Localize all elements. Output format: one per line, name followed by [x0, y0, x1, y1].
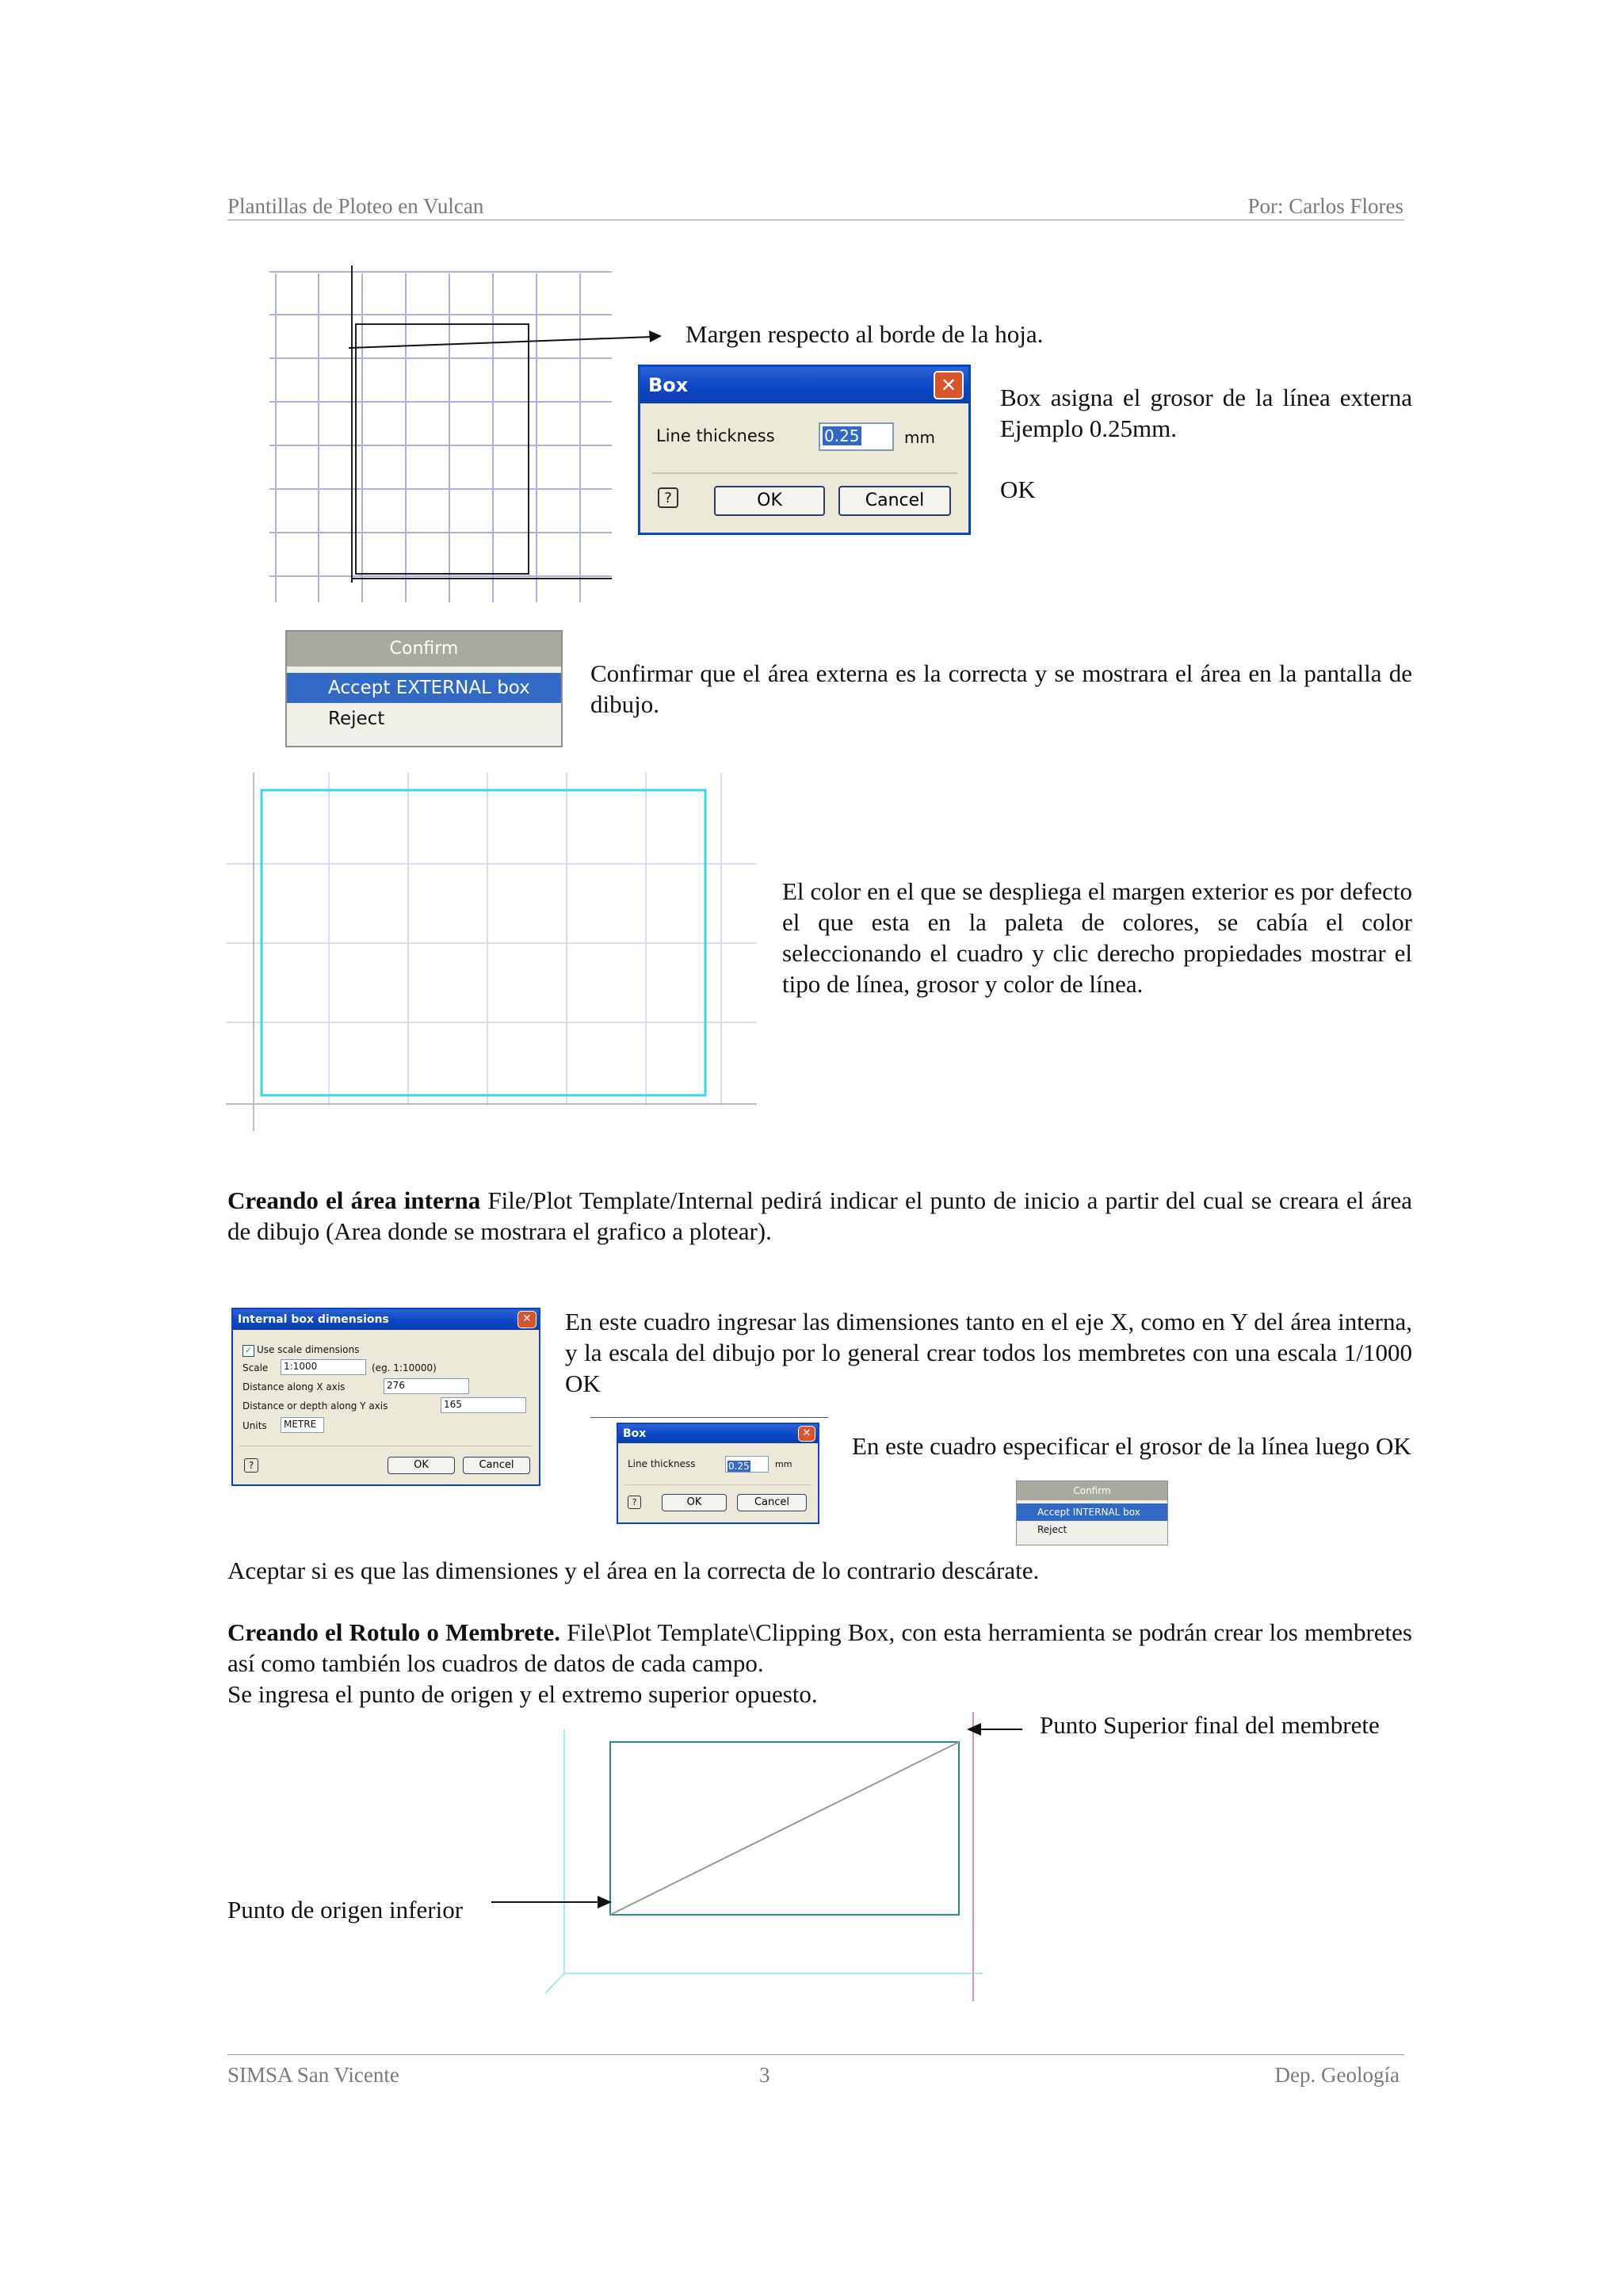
accept-internal-box-item[interactable]: Accept INTERNAL box — [1017, 1503, 1167, 1521]
help-icon[interactable]: ? — [658, 487, 678, 508]
help-icon[interactable]: ? — [244, 1458, 258, 1473]
dialog-separator — [652, 472, 957, 474]
internal-heading: Creando el área interna — [227, 1186, 481, 1214]
units-label: Units — [242, 1420, 267, 1431]
margin-note: Margen respecto al borde de la hoja. — [685, 320, 1044, 348]
header-right: Por: Carlos Flores — [1247, 194, 1403, 218]
scale-label: Scale — [242, 1362, 269, 1373]
confirm-menu-small-title: Confirm — [1017, 1481, 1167, 1500]
ok-button[interactable]: OK — [388, 1457, 455, 1474]
origin-point-label: Punto de origen inferior — [227, 1896, 464, 1924]
line-thickness-input[interactable]: 0.25 — [819, 422, 894, 451]
footer-right: Dep. Geología — [1274, 2063, 1400, 2087]
rotulo-heading: Creando el Rotulo o Membrete. — [227, 1618, 560, 1646]
help-icon[interactable]: ? — [628, 1496, 641, 1509]
reject-item[interactable]: Reject — [328, 709, 385, 729]
top-point-label: Punto Superior final del membrete — [1040, 1711, 1380, 1739]
internal-dialog-titlebar — [233, 1309, 539, 1330]
confirm-external-menu — [285, 630, 563, 747]
confirm-note: Confirmar que el área externa es la correcta y se mostrara el área en la pantalla de dibujo. — [590, 659, 1412, 718]
unit-label: mm — [904, 428, 935, 447]
cancel-button[interactable]: Cancel — [737, 1494, 807, 1511]
line-thickness-label: Line thickness — [656, 426, 775, 445]
header-left: Plantillas de Ploteo en Vulcan — [227, 194, 484, 218]
units-select[interactable]: METRE — [281, 1417, 324, 1433]
dims-note: En este cuadro ingresar las dimensiones tanto en el eje X, como en Y del área interna, y la escala del dibujo por lo general crear todos los membretes con una escala 1/1000 OK — [565, 1308, 1412, 1397]
box-dialog-titlebar — [640, 367, 968, 403]
ok-button[interactable]: OK — [714, 486, 825, 516]
close-icon[interactable]: ✕ — [934, 371, 964, 399]
footer-rule — [227, 2054, 1404, 2055]
line-thickness-input[interactable]: 0.25 — [725, 1456, 769, 1473]
reject-item[interactable]: Reject — [1037, 1524, 1067, 1535]
internal-box-dialog — [231, 1308, 540, 1486]
x-axis-label: Distance along X axis — [242, 1381, 346, 1392]
scale-hint: (eg. 1:10000) — [372, 1362, 437, 1373]
ok-button[interactable]: OK — [662, 1494, 727, 1511]
use-scale-checkbox[interactable]: ✓ — [242, 1345, 254, 1357]
box-dialog — [638, 365, 971, 535]
unit-label: mm — [775, 1459, 792, 1469]
internal-text: File/Plot Template/Internal pedirá indicar el punto de inicio a partir del cual se creara el área de dibujo (Area donde se mostrara el grafico a plotear). — [227, 1186, 1413, 1245]
internal-dialog-title: Internal box dimensions — [238, 1313, 389, 1326]
y-axis-label: Distance or depth along Y axis — [242, 1400, 388, 1412]
line-thickness-label: Line thickness — [628, 1458, 696, 1469]
external-box-grid-figure — [269, 266, 626, 610]
footer-left: SIMSA San Vicente — [227, 2063, 399, 2087]
box-dialog-small — [617, 1423, 819, 1524]
accept-external-box-item[interactable]: Accept EXTERNAL box — [287, 673, 561, 703]
margin-arrow — [341, 321, 666, 353]
box-dialog-small-title: Box — [623, 1427, 647, 1440]
accept-note: Aceptar si es que las dimensiones y el área en la correcta de lo contrario descárate. — [227, 1557, 1040, 1584]
rotulo-text: File\Plot Template\Clipping Box, con esta herramienta se podrán crear los membretes así como también los cuadros de datos de cada campo. — [227, 1618, 1412, 1677]
dialog-separator — [624, 1484, 812, 1485]
box-dialog-title: Box — [648, 374, 689, 396]
rotulo-paragraph — [227, 1617, 1412, 1679]
ok-note: OK — [1000, 476, 1036, 503]
external-box-drawn-figure — [226, 773, 769, 1133]
color-note: El color en el que se despliega el margen exterior es por defecto el que esta en la paleta de colores, se cabía el color seleccionando el cuadro y clic derecho propiedades mostrar el tipo de línea, grosor y color de línea. — [782, 877, 1412, 998]
scale-input[interactable]: 1:1000 — [281, 1359, 366, 1375]
close-icon[interactable]: ✕ — [798, 1426, 815, 1442]
x-axis-input[interactable]: 276 — [384, 1378, 469, 1394]
cancel-button[interactable]: Cancel — [463, 1457, 530, 1474]
box-note: Box asigna el grosor de la línea externa Ejemplo 0.25mm. — [1000, 384, 1412, 442]
y-axis-input[interactable]: 165 — [441, 1397, 526, 1413]
close-icon[interactable]: ✕ — [517, 1311, 537, 1328]
confirm-menu-title: Confirm — [287, 632, 561, 667]
internal-paragraph — [227, 1185, 1412, 1247]
box-dialog-small-titlebar — [618, 1424, 818, 1443]
clipping-box-figure — [475, 1712, 1046, 2005]
caption-rule — [590, 1417, 828, 1418]
confirm-internal-menu — [1016, 1480, 1168, 1545]
use-scale-label: Use scale dimensions — [257, 1344, 360, 1355]
thickness-note: En este cuadro especificar el grosor de la línea luego OK — [852, 1432, 1411, 1460]
rotulo-text2: Se ingresa el punto de origen y el extremo superior opuesto. — [227, 1680, 818, 1708]
cancel-button[interactable]: Cancel — [838, 486, 951, 516]
page-number: 3 — [759, 2063, 770, 2087]
